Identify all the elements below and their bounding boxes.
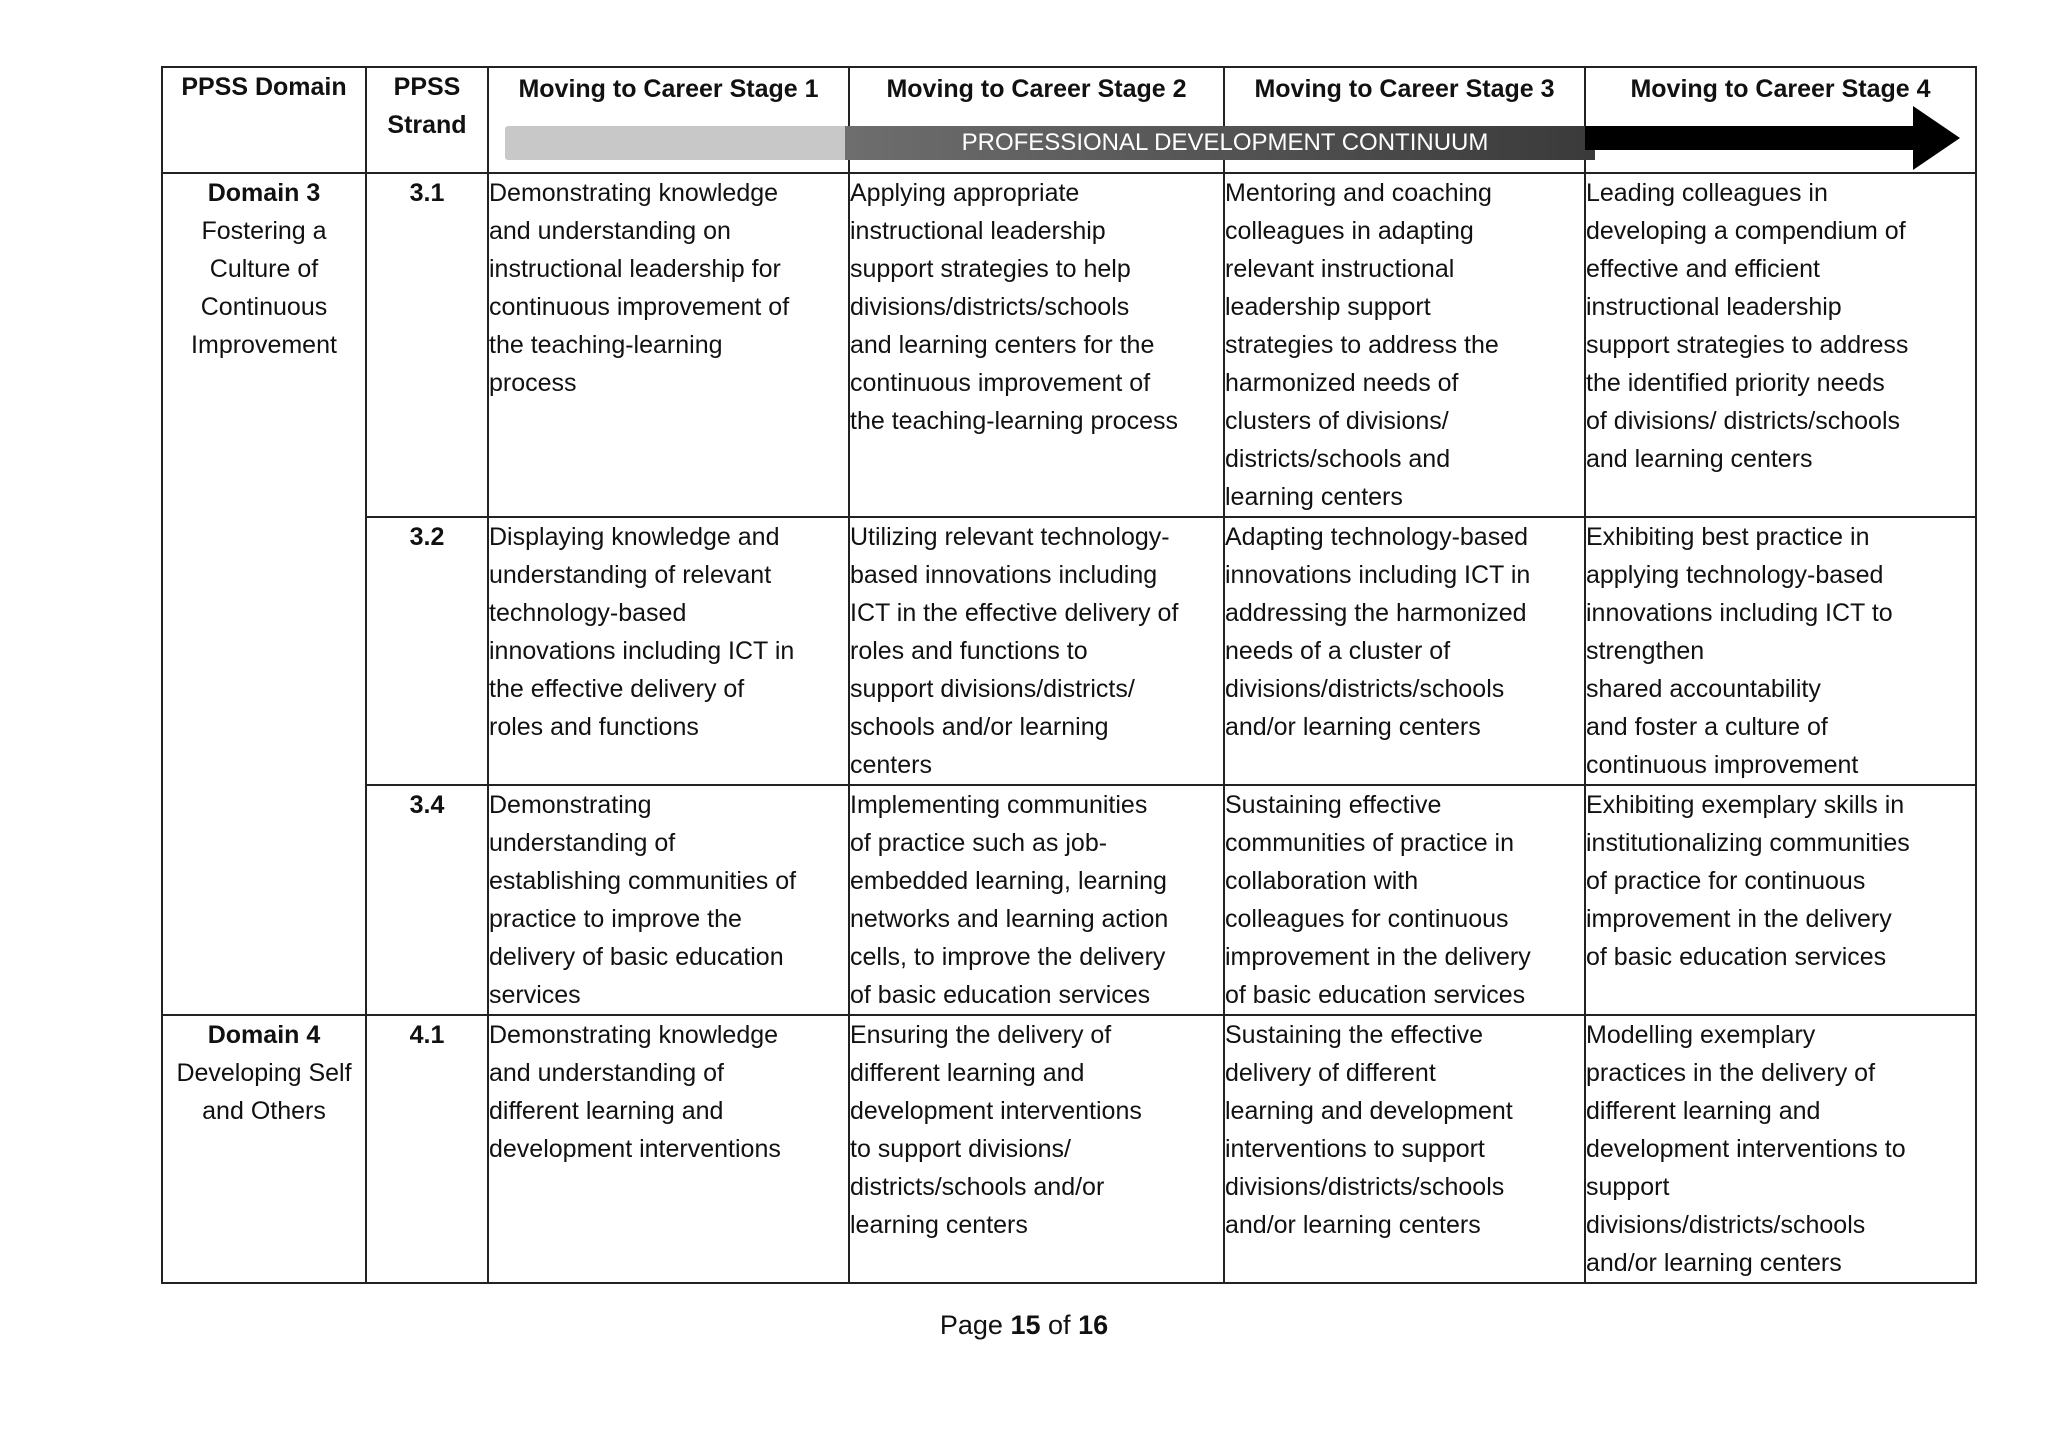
cell-line: learning centers <box>850 1211 1028 1239</box>
domain-subtitle-line: Improvement <box>191 331 337 359</box>
cell-line: to support divisions/ <box>850 1135 1071 1163</box>
header-stage-1-label: Moving to Career Stage 1 <box>518 75 819 103</box>
domain-subtitle-line: Developing Self <box>176 1059 352 1087</box>
cell-line: districts/schools and <box>1225 445 1451 473</box>
cell-line: centers <box>850 751 932 779</box>
cell-line: the identified priority needs <box>1586 369 1885 397</box>
header-strand-line2: Strand <box>387 111 467 139</box>
cell-line: developing a compendium of <box>1586 217 1906 245</box>
cell-line: of basic education services <box>1586 943 1887 971</box>
header-domain: PPSS Domain <box>162 67 366 173</box>
cell-line: delivery of different <box>1225 1059 1436 1087</box>
cell-line: support strategies to address <box>1586 331 1909 359</box>
cell-line: support <box>1586 1173 1670 1201</box>
cell-line: divisions/districts/schools <box>1586 1211 1866 1239</box>
cell-line: and learning centers <box>1586 445 1813 473</box>
cell-line: applying technology-based <box>1586 561 1884 589</box>
cell-line: learning centers <box>1225 483 1403 511</box>
cell-line: harmonized needs of <box>1225 369 1459 397</box>
cell-line: needs of a cluster of <box>1225 637 1451 665</box>
stage-3-cell <box>1224 517 1585 785</box>
cell-line: embedded learning, learning <box>850 867 1167 895</box>
cell-line: instructional leadership <box>850 217 1106 245</box>
domain-cell-3 <box>162 173 366 1015</box>
cell-line: learning and development <box>1225 1097 1513 1125</box>
stage-1-cell <box>488 785 849 1015</box>
cell-line: understanding of <box>489 829 676 857</box>
cell-line: Mentoring and coaching <box>1225 179 1492 207</box>
cell-line: and understanding on <box>489 217 731 245</box>
stage-2-cell <box>849 1015 1224 1283</box>
cell-line: development interventions to <box>1586 1135 1906 1163</box>
stage-3-cell <box>1224 1015 1585 1283</box>
cell-line: relevant instructional <box>1225 255 1455 283</box>
cell-line: continuous improvement <box>1586 751 1859 779</box>
cell-line: innovations including ICT to <box>1586 599 1893 627</box>
cell-line: innovations including ICT in <box>1225 561 1531 589</box>
stage-1-cell <box>488 173 849 517</box>
cell-line: of basic education services <box>1225 981 1526 1009</box>
cell-line: the teaching-learning <box>489 331 723 359</box>
table-row <box>162 173 1976 517</box>
cell-line: and/or learning centers <box>1586 1249 1842 1277</box>
page-number <box>0 1310 2048 1341</box>
cell-line: Sustaining effective <box>1225 791 1442 819</box>
cell-line: improvement in the delivery <box>1586 905 1892 933</box>
cell-line: divisions/districts/schools <box>1225 1173 1505 1201</box>
stage-4-cell <box>1585 1015 1976 1283</box>
header-stage-4-label: Moving to Career Stage 4 <box>1630 75 1931 103</box>
cell-line: roles and functions <box>489 713 699 741</box>
cell-line: different learning and <box>489 1097 724 1125</box>
continuum-arrow-head <box>1585 106 1960 170</box>
strand-cell: 4.1 <box>366 1015 488 1283</box>
cell-line: Modelling exemplary <box>1586 1021 1816 1049</box>
of-word: of <box>1048 1310 1071 1340</box>
stage-3-cell <box>1224 785 1585 1015</box>
page-word: Page <box>939 1310 1003 1340</box>
cell-line: Sustaining the effective <box>1225 1021 1484 1049</box>
continuum-label: PROFESSIONAL DEVELOPMENT CONTINUUM <box>961 129 1489 156</box>
cell-line: instructional leadership <box>1586 293 1842 321</box>
cell-line: process <box>489 369 577 397</box>
table-row <box>162 517 1976 785</box>
ppss-table <box>161 66 1977 1284</box>
strand-cell: 3.1 <box>366 173 488 517</box>
cell-line: Demonstrating <box>489 791 652 819</box>
continuum-bar-light <box>505 126 851 160</box>
cell-line: and/or learning centers <box>1225 713 1481 741</box>
cell-line: practices in the delivery of <box>1586 1059 1876 1087</box>
cell-line: and learning centers for the <box>850 331 1155 359</box>
domain-subtitle-line: and Others <box>202 1097 326 1125</box>
cell-line: Implementing communities <box>850 791 1148 819</box>
table-row <box>162 785 1976 1015</box>
cell-line: collaboration with <box>1225 867 1419 895</box>
header-stage-2-label: Moving to Career Stage 2 <box>886 75 1187 103</box>
cell-line: Applying appropriate <box>850 179 1080 207</box>
cell-line: addressing the harmonized <box>1225 599 1527 627</box>
cell-line: Exhibiting exemplary skills in <box>1586 791 1905 819</box>
stage-4-cell <box>1585 173 1976 517</box>
cell-line: establishing communities of <box>489 867 797 895</box>
cell-line: Demonstrating knowledge <box>489 179 779 207</box>
stage-2-cell <box>849 785 1224 1015</box>
strand-cell: 3.4 <box>366 785 488 1015</box>
cell-line: of practice such as job- <box>850 829 1108 857</box>
cell-line: divisions/districts/schools <box>1225 675 1505 703</box>
cell-line: Leading colleagues in <box>1586 179 1828 207</box>
stage-2-cell <box>849 517 1224 785</box>
cell-line: based innovations including <box>850 561 1158 589</box>
cell-line: and understanding of <box>489 1059 724 1087</box>
cell-line: Adapting technology-based <box>1225 523 1529 551</box>
cell-line: Ensuring the delivery of <box>850 1021 1112 1049</box>
cell-line: practice to improve the <box>489 905 742 933</box>
cell-line: technology-based <box>489 599 687 627</box>
stage-1-cell <box>488 517 849 785</box>
cell-line: colleagues in adapting <box>1225 217 1474 245</box>
cell-line: of basic education services <box>850 981 1151 1009</box>
domain-subtitle-line: Culture of <box>209 255 319 283</box>
cell-line: instructional leadership for <box>489 255 781 283</box>
cell-line: colleagues for continuous <box>1225 905 1509 933</box>
cell-line: of divisions/ districts/schools <box>1586 407 1901 435</box>
cell-line: and/or learning centers <box>1225 1211 1481 1239</box>
cell-line: networks and learning action <box>850 905 1169 933</box>
cell-line: improvement in the delivery <box>1225 943 1531 971</box>
stage-3-cell <box>1224 173 1585 517</box>
cell-line: shared accountability <box>1586 675 1821 703</box>
cell-line: Exhibiting best practice in <box>1586 523 1870 551</box>
cell-line: and foster a culture of <box>1586 713 1828 741</box>
cell-line: the effective delivery of <box>489 675 745 703</box>
cell-line: innovations including ICT in <box>489 637 795 665</box>
domain-name: Domain 4 <box>207 1021 321 1049</box>
domain-cell-4 <box>162 1015 366 1283</box>
cell-line: development interventions <box>489 1135 781 1163</box>
cell-line: clusters of divisions/ <box>1225 407 1449 435</box>
cell-line: divisions/districts/schools <box>850 293 1130 321</box>
cell-line: leadership support <box>1225 293 1431 321</box>
stage-4-cell <box>1585 785 1976 1015</box>
cell-line: roles and functions to <box>850 637 1088 665</box>
cell-line: institutionalizing communities <box>1586 829 1910 857</box>
cell-line: services <box>489 981 581 1009</box>
cell-line: the teaching-learning process <box>850 407 1178 435</box>
cell-line: interventions to support <box>1225 1135 1485 1163</box>
cell-line: strengthen <box>1586 637 1705 665</box>
strand-cell: 3.2 <box>366 517 488 785</box>
header-strand-line1: PPSS <box>393 73 461 101</box>
cell-line: understanding of relevant <box>489 561 772 589</box>
cell-line: schools and/or learning <box>850 713 1109 741</box>
cell-line: cells, to improve the delivery <box>850 943 1166 971</box>
header-strand <box>366 67 488 173</box>
cell-line: support strategies to help <box>850 255 1131 283</box>
cell-line: effective and efficient <box>1586 255 1820 283</box>
cell-line: continuous improvement of <box>489 293 790 321</box>
professional-development-continuum-arrow <box>505 106 1960 170</box>
cell-line: support divisions/districts/ <box>850 675 1135 703</box>
cell-line: communities of practice in <box>1225 829 1515 857</box>
cell-line: Demonstrating knowledge <box>489 1021 779 1049</box>
stage-4-cell <box>1585 517 1976 785</box>
cell-line: of practice for continuous <box>1586 867 1866 895</box>
cell-line: different learning and <box>1586 1097 1821 1125</box>
total-pages: 16 <box>1078 1310 1109 1340</box>
cell-line: continuous improvement of <box>850 369 1151 397</box>
table-row <box>162 1015 1976 1283</box>
cell-line: ICT in the effective delivery of <box>850 599 1179 627</box>
cell-line: districts/schools and/or <box>850 1173 1105 1201</box>
domain-name: Domain 3 <box>207 179 321 207</box>
domain-subtitle-line: Fostering a <box>201 217 327 245</box>
domain-subtitle-line: Continuous <box>200 293 328 321</box>
cell-line: strategies to address the <box>1225 331 1499 359</box>
stage-2-cell <box>849 173 1224 517</box>
header-stage-3-label: Moving to Career Stage 3 <box>1254 75 1555 103</box>
cell-line: development interventions <box>850 1097 1142 1125</box>
stage-1-cell <box>488 1015 849 1283</box>
cell-line: different learning and <box>850 1059 1085 1087</box>
cell-line: delivery of basic education <box>489 943 784 971</box>
current-page: 15 <box>1010 1310 1041 1340</box>
cell-line: Utilizing relevant technology- <box>850 523 1170 551</box>
cell-line: Displaying knowledge and <box>489 523 780 551</box>
